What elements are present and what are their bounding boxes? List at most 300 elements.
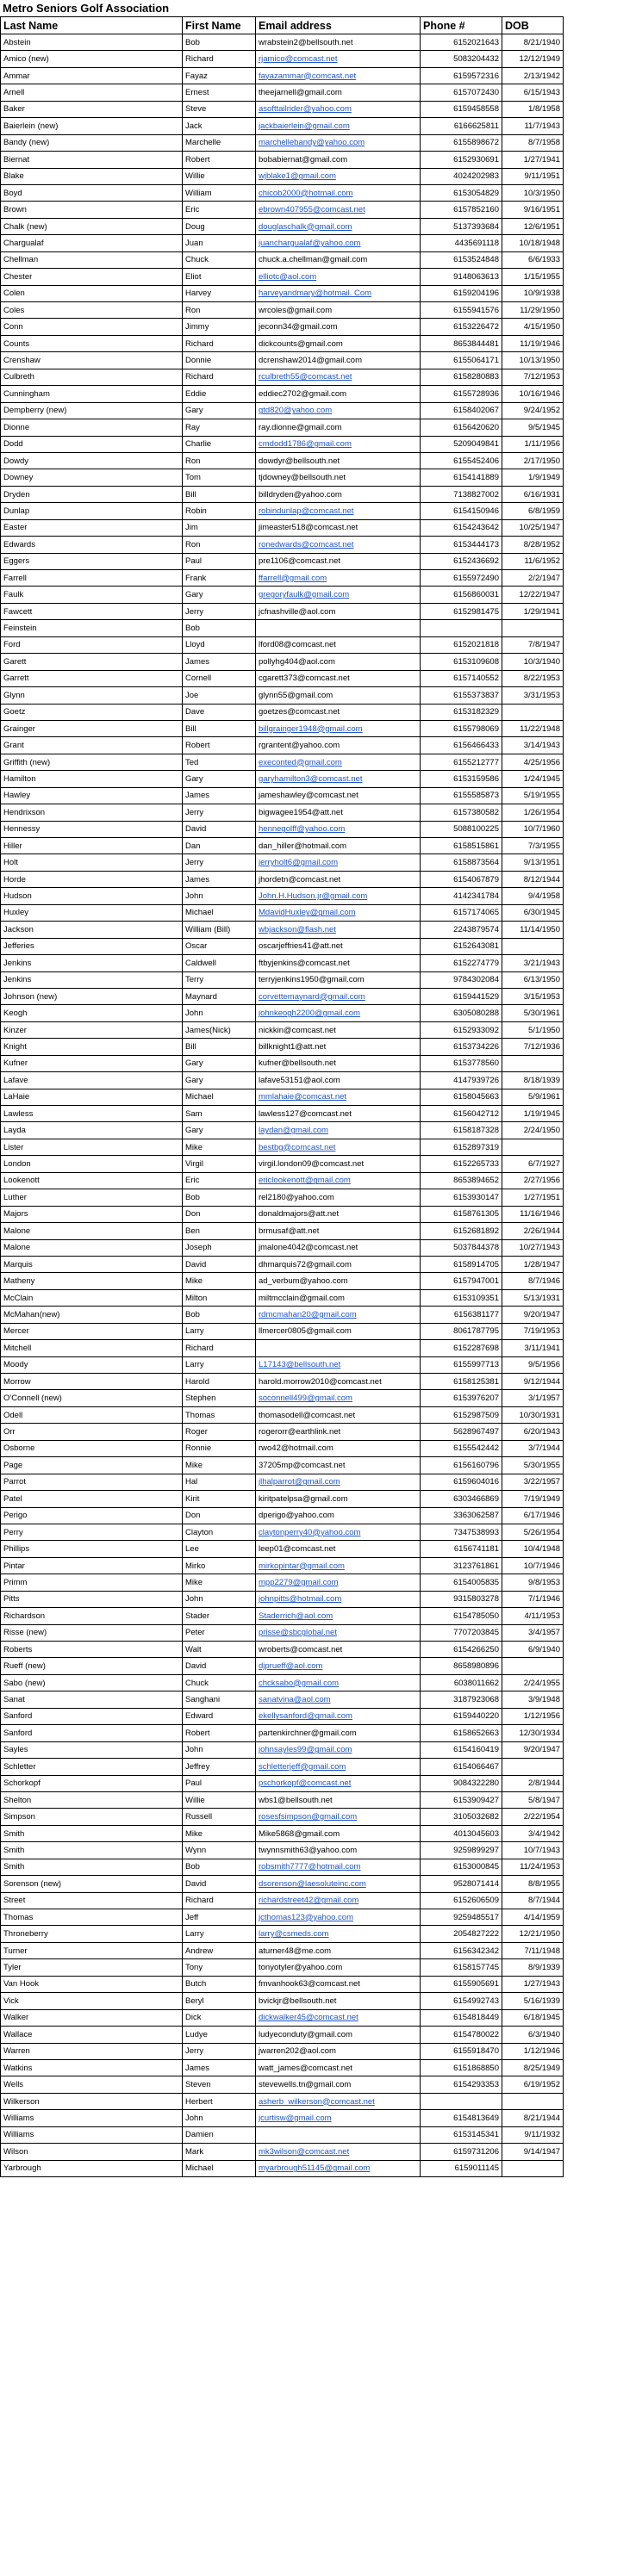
first-name-cell[interactable]: Clayton bbox=[183, 1524, 256, 1540]
first-name-cell[interactable]: Mike bbox=[183, 1825, 256, 1841]
dob-cell[interactable]: 12/30/1934 bbox=[502, 1725, 564, 1741]
dob-cell[interactable]: 1/9/1949 bbox=[502, 469, 564, 486]
dob-cell[interactable]: 1/26/1954 bbox=[502, 804, 564, 821]
email-cell[interactable]: johnsayles99@gmail.com bbox=[256, 1741, 421, 1758]
dob-cell[interactable]: 12/22/1947 bbox=[502, 587, 564, 603]
dob-cell[interactable]: 7/19/1953 bbox=[502, 1323, 564, 1339]
dob-cell[interactable]: 7/12/1936 bbox=[502, 1039, 564, 1055]
first-name-cell[interactable]: Frank bbox=[183, 570, 256, 587]
first-name-cell[interactable]: Bob bbox=[183, 620, 256, 636]
email-cell[interactable]: twynnsmith63@yahoo.com bbox=[256, 1842, 421, 1859]
first-name-cell[interactable]: Michael bbox=[183, 904, 256, 921]
dob-cell[interactable]: 2/22/1954 bbox=[502, 1809, 564, 1825]
dob-cell[interactable]: 9/4/1958 bbox=[502, 888, 564, 904]
phone-cell[interactable]: 6158280883 bbox=[421, 369, 502, 385]
email-cell[interactable] bbox=[256, 2126, 421, 2143]
last-name-cell[interactable]: Glynn bbox=[1, 687, 183, 704]
email-cell[interactable]: eddiec2702@gmail.com bbox=[256, 386, 421, 402]
phone-cell[interactable]: 6152274779 bbox=[421, 955, 502, 971]
phone-cell[interactable]: 6153159586 bbox=[421, 771, 502, 787]
email-cell[interactable]: dhmarquis72@gmail.com bbox=[256, 1256, 421, 1272]
first-name-cell[interactable]: Mark bbox=[183, 2144, 256, 2160]
first-name-cell[interactable]: Eliot bbox=[183, 269, 256, 285]
phone-cell[interactable]: 6153778560 bbox=[421, 1055, 502, 1071]
dob-cell[interactable]: 8/21/1940 bbox=[502, 34, 564, 51]
dob-cell[interactable]: 6/18/1945 bbox=[502, 2009, 564, 2026]
phone-cell[interactable]: 6159604016 bbox=[421, 1474, 502, 1490]
last-name-cell[interactable]: Jenkins bbox=[1, 955, 183, 971]
last-name-cell[interactable]: Mercer bbox=[1, 1323, 183, 1339]
email-cell[interactable]: wroberts@comcast.net bbox=[256, 1642, 421, 1658]
last-name-cell[interactable]: Dionne bbox=[1, 419, 183, 436]
dob-cell[interactable]: 11/22/1948 bbox=[502, 720, 564, 736]
first-name-cell[interactable]: Robert bbox=[183, 737, 256, 754]
last-name-cell[interactable]: Watkins bbox=[1, 2059, 183, 2076]
phone-cell[interactable]: 6038011662 bbox=[421, 1674, 502, 1691]
dob-cell[interactable]: 5/13/1931 bbox=[502, 1289, 564, 1306]
email-cell[interactable]: gtd820@yahoo.com bbox=[256, 402, 421, 419]
first-name-cell[interactable]: Robert bbox=[183, 152, 256, 168]
dob-cell[interactable]: 12/6/1951 bbox=[502, 218, 564, 234]
first-name-cell[interactable]: William bbox=[183, 184, 256, 201]
phone-cell[interactable]: 6154141889 bbox=[421, 469, 502, 486]
dob-cell[interactable]: 10/16/1946 bbox=[502, 386, 564, 402]
first-name-cell[interactable]: Russell bbox=[183, 1809, 256, 1825]
phone-cell[interactable]: 6158873564 bbox=[421, 854, 502, 871]
first-name-cell[interactable]: Marchelle bbox=[183, 134, 256, 151]
dob-cell[interactable]: 6/9/1940 bbox=[502, 1642, 564, 1658]
dob-cell[interactable]: 6/13/1950 bbox=[502, 971, 564, 988]
last-name-cell[interactable]: Malone bbox=[1, 1223, 183, 1239]
phone-cell[interactable]: 6152930691 bbox=[421, 152, 502, 168]
dob-cell[interactable]: 3/21/1943 bbox=[502, 955, 564, 971]
dob-cell[interactable]: 3/4/1957 bbox=[502, 1624, 564, 1641]
dob-cell[interactable]: 11/29/1950 bbox=[502, 302, 564, 319]
phone-cell[interactable]: 6157852160 bbox=[421, 202, 502, 218]
email-cell[interactable]: chicob2000@hotmail.com bbox=[256, 184, 421, 201]
last-name-cell[interactable]: Dryden bbox=[1, 486, 183, 502]
phone-cell[interactable]: 2054827222 bbox=[421, 1926, 502, 1942]
last-name-cell[interactable]: Counts bbox=[1, 335, 183, 351]
phone-cell[interactable]: 6152933092 bbox=[421, 1021, 502, 1038]
last-name-cell[interactable]: Goetz bbox=[1, 704, 183, 720]
last-name-cell[interactable]: Wilkerson bbox=[1, 2093, 183, 2109]
last-name-cell[interactable]: Yarbrough bbox=[1, 2160, 183, 2176]
phone-cell[interactable]: 6154266250 bbox=[421, 1642, 502, 1658]
phone-cell[interactable]: 6155898672 bbox=[421, 134, 502, 151]
first-name-cell[interactable]: Eric bbox=[183, 1172, 256, 1189]
last-name-cell[interactable]: Vick bbox=[1, 1993, 183, 2009]
dob-cell[interactable] bbox=[502, 2093, 564, 2109]
dob-cell[interactable]: 2/8/1944 bbox=[502, 1775, 564, 1791]
phone-cell[interactable] bbox=[421, 2093, 502, 2109]
first-name-cell[interactable]: Charlie bbox=[183, 436, 256, 452]
email-cell[interactable]: mmlahaie@comcast.net bbox=[256, 1089, 421, 1105]
last-name-cell[interactable]: Schorkopf bbox=[1, 1775, 183, 1791]
last-name-cell[interactable]: Lawless bbox=[1, 1106, 183, 1122]
dob-cell[interactable]: 9/5/1945 bbox=[502, 419, 564, 436]
last-name-cell[interactable]: Garett bbox=[1, 654, 183, 670]
phone-cell[interactable]: 6166625811 bbox=[421, 118, 502, 134]
first-name-cell[interactable]: Larry bbox=[183, 1356, 256, 1373]
last-name-cell[interactable]: Richardson bbox=[1, 1608, 183, 1624]
last-name-cell[interactable]: Lister bbox=[1, 1139, 183, 1155]
phone-cell[interactable]: 6158652663 bbox=[421, 1725, 502, 1741]
dob-cell[interactable]: 8/18/1939 bbox=[502, 1072, 564, 1089]
dob-cell[interactable]: 11/24/1953 bbox=[502, 1859, 564, 1875]
last-name-cell[interactable]: Downey bbox=[1, 469, 183, 486]
first-name-cell[interactable]: Milton bbox=[183, 1289, 256, 1306]
dob-cell[interactable]: 2/2/1947 bbox=[502, 570, 564, 587]
phone-cell[interactable]: 6159458558 bbox=[421, 101, 502, 117]
email-cell[interactable]: lford08@comcast.net bbox=[256, 636, 421, 653]
phone-cell[interactable]: 6156042712 bbox=[421, 1106, 502, 1122]
email-cell[interactable]: jimeaster518@comcast.net bbox=[256, 519, 421, 536]
phone-cell[interactable]: 6153145341 bbox=[421, 2126, 502, 2143]
dob-cell[interactable]: 10/27/1943 bbox=[502, 1239, 564, 1256]
last-name-cell[interactable]: Baker bbox=[1, 101, 183, 117]
email-cell[interactable]: chuck.a.chellman@gmail.com bbox=[256, 251, 421, 268]
last-name-cell[interactable]: Smith bbox=[1, 1859, 183, 1875]
phone-cell[interactable]: 4147939726 bbox=[421, 1072, 502, 1089]
last-name-cell[interactable]: Hamilton bbox=[1, 771, 183, 787]
last-name-cell[interactable]: McMahan(new) bbox=[1, 1307, 183, 1323]
email-cell[interactable]: L17143@bellsouth.net bbox=[256, 1356, 421, 1373]
dob-cell[interactable]: 10/9/1938 bbox=[502, 285, 564, 301]
phone-cell[interactable]: 9084322280 bbox=[421, 1775, 502, 1791]
phone-cell[interactable]: 6152681892 bbox=[421, 1223, 502, 1239]
first-name-cell[interactable]: Gary bbox=[183, 1072, 256, 1089]
last-name-cell[interactable]: Baierlein (new) bbox=[1, 118, 183, 134]
dob-cell[interactable]: 3/4/1942 bbox=[502, 1825, 564, 1841]
email-cell[interactable]: dsorenson@laesoluteinc.com bbox=[256, 1876, 421, 1892]
email-cell[interactable]: llmercer0805@gmail.com bbox=[256, 1323, 421, 1339]
dob-cell[interactable]: 3/7/1944 bbox=[502, 1440, 564, 1456]
phone-cell[interactable] bbox=[421, 620, 502, 636]
email-cell[interactable]: dcrenshaw2014@gmail.com bbox=[256, 352, 421, 369]
dob-cell[interactable] bbox=[502, 704, 564, 720]
email-cell[interactable]: fayazammar@comcast.net bbox=[256, 67, 421, 84]
first-name-cell[interactable]: Kirit bbox=[183, 1491, 256, 1507]
email-cell[interactable]: leep01@comcast.net bbox=[256, 1541, 421, 1557]
phone-cell[interactable]: 6152606509 bbox=[421, 1892, 502, 1909]
dob-cell[interactable]: 5/30/1961 bbox=[502, 1005, 564, 1021]
first-name-cell[interactable]: Virgil bbox=[183, 1156, 256, 1172]
dob-cell[interactable]: 5/19/1955 bbox=[502, 787, 564, 804]
dob-cell[interactable]: 7/8/1947 bbox=[502, 636, 564, 653]
last-name-cell[interactable]: Pitts bbox=[1, 1591, 183, 1607]
email-cell[interactable]: billgrainger1948@gmail.com bbox=[256, 720, 421, 736]
last-name-cell[interactable]: Edwards bbox=[1, 537, 183, 553]
email-cell[interactable]: ludyeconduty@gmail.com bbox=[256, 2027, 421, 2043]
first-name-cell[interactable]: James bbox=[183, 654, 256, 670]
phone-cell[interactable]: 5209049841 bbox=[421, 436, 502, 452]
phone-cell[interactable]: 6154813649 bbox=[421, 2110, 502, 2126]
last-name-cell[interactable]: Chester bbox=[1, 269, 183, 285]
last-name-cell[interactable]: Smith bbox=[1, 1825, 183, 1841]
last-name-cell[interactable]: Hawley bbox=[1, 787, 183, 804]
phone-cell[interactable]: 6153226472 bbox=[421, 319, 502, 335]
phone-cell[interactable]: 6156860031 bbox=[421, 587, 502, 603]
dob-cell[interactable]: 10/4/1948 bbox=[502, 1541, 564, 1557]
phone-cell[interactable]: 6157140552 bbox=[421, 670, 502, 686]
dob-cell[interactable]: 8/9/1939 bbox=[502, 1959, 564, 1976]
dob-cell[interactable]: 6/30/1945 bbox=[502, 904, 564, 921]
first-name-cell[interactable]: James bbox=[183, 871, 256, 887]
first-name-cell[interactable]: Don bbox=[183, 1507, 256, 1524]
email-cell[interactable]: wbs1@bellsouth.net bbox=[256, 1791, 421, 1808]
dob-cell[interactable]: 10/13/1950 bbox=[502, 352, 564, 369]
email-cell[interactable]: prisse@sbcglobal.net bbox=[256, 1624, 421, 1641]
first-name-cell[interactable]: David bbox=[183, 1876, 256, 1892]
phone-cell[interactable]: 6155542442 bbox=[421, 1440, 502, 1456]
dob-cell[interactable]: 11/14/1950 bbox=[502, 922, 564, 938]
last-name-cell[interactable]: O'Connell (new) bbox=[1, 1390, 183, 1406]
last-name-cell[interactable]: Hiller bbox=[1, 838, 183, 854]
phone-cell[interactable]: 6158761305 bbox=[421, 1206, 502, 1222]
phone-cell[interactable]: 5137393684 bbox=[421, 218, 502, 234]
first-name-cell[interactable]: Mike bbox=[183, 1139, 256, 1155]
first-name-cell[interactable]: Dick bbox=[183, 2009, 256, 2026]
phone-cell[interactable]: 6155212777 bbox=[421, 754, 502, 770]
dob-cell[interactable]: 8/25/1949 bbox=[502, 2059, 564, 2076]
first-name-cell[interactable]: Peter bbox=[183, 1624, 256, 1641]
first-name-cell[interactable]: William (Bill) bbox=[183, 922, 256, 938]
phone-cell[interactable]: 5088100225 bbox=[421, 821, 502, 837]
last-name-cell[interactable]: Chargualaf bbox=[1, 235, 183, 251]
last-name-cell[interactable]: Sayles bbox=[1, 1741, 183, 1758]
phone-cell[interactable]: 6158402067 bbox=[421, 402, 502, 419]
first-name-cell[interactable]: Ronnie bbox=[183, 1440, 256, 1456]
phone-cell[interactable]: 3187923068 bbox=[421, 1691, 502, 1708]
last-name-cell[interactable]: Rueff (new) bbox=[1, 1658, 183, 1674]
first-name-cell[interactable]: Tony bbox=[183, 1959, 256, 1976]
first-name-cell[interactable]: Bill bbox=[183, 1039, 256, 1055]
dob-cell[interactable]: 10/3/1950 bbox=[502, 184, 564, 201]
dob-cell[interactable]: 8/7/1958 bbox=[502, 134, 564, 151]
dob-cell[interactable]: 9/8/1953 bbox=[502, 1574, 564, 1591]
first-name-cell[interactable]: Ben bbox=[183, 1223, 256, 1239]
first-name-cell[interactable]: Willie bbox=[183, 1791, 256, 1808]
last-name-cell[interactable]: Hudson bbox=[1, 888, 183, 904]
email-cell[interactable]: dowdyr@bellsouth.net bbox=[256, 452, 421, 469]
first-name-cell[interactable]: Chuck bbox=[183, 1674, 256, 1691]
dob-cell[interactable]: 9/20/1947 bbox=[502, 1741, 564, 1758]
email-cell[interactable]: gregoryfaulk@gmail.com bbox=[256, 587, 421, 603]
phone-cell[interactable]: 6152897319 bbox=[421, 1139, 502, 1155]
phone-cell[interactable]: 4435691118 bbox=[421, 235, 502, 251]
last-name-cell[interactable]: Hendrixson bbox=[1, 804, 183, 821]
last-name-cell[interactable]: Jenkins bbox=[1, 971, 183, 988]
email-cell[interactable]: MdavidHuxley@gmail.com bbox=[256, 904, 421, 921]
phone-cell[interactable]: 9259899297 bbox=[421, 1842, 502, 1859]
dob-cell[interactable]: 3/11/1941 bbox=[502, 1340, 564, 1356]
first-name-cell[interactable]: Mike bbox=[183, 1273, 256, 1289]
first-name-cell[interactable]: Cornell bbox=[183, 670, 256, 686]
email-cell[interactable]: jameshawley@comcast.net bbox=[256, 787, 421, 804]
last-name-cell[interactable]: Walker bbox=[1, 2009, 183, 2026]
phone-cell[interactable]: 4013045603 bbox=[421, 1825, 502, 1841]
column-header-dob[interactable]: DOB bbox=[502, 17, 564, 34]
last-name-cell[interactable]: Malone bbox=[1, 1239, 183, 1256]
last-name-cell[interactable]: Easter bbox=[1, 519, 183, 536]
phone-cell[interactable]: 7138827002 bbox=[421, 486, 502, 502]
first-name-cell[interactable]: Joseph bbox=[183, 1239, 256, 1256]
dob-cell[interactable] bbox=[502, 2160, 564, 2176]
email-cell[interactable]: billknight1@att.net bbox=[256, 1039, 421, 1055]
phone-cell[interactable]: 6157947001 bbox=[421, 1273, 502, 1289]
dob-cell[interactable]: 10/30/1931 bbox=[502, 1406, 564, 1423]
phone-cell[interactable]: 6152287698 bbox=[421, 1340, 502, 1356]
email-cell[interactable]: kiritpatelpsa@gmail.com bbox=[256, 1491, 421, 1507]
phone-cell[interactable]: 6154785050 bbox=[421, 1608, 502, 1624]
last-name-cell[interactable]: Garrett bbox=[1, 670, 183, 686]
dob-cell[interactable]: 6/7/1927 bbox=[502, 1156, 564, 1172]
phone-cell[interactable]: 8653844481 bbox=[421, 335, 502, 351]
first-name-cell[interactable]: John bbox=[183, 1591, 256, 1607]
phone-cell[interactable]: 6154150946 bbox=[421, 503, 502, 519]
first-name-cell[interactable]: Joe bbox=[183, 687, 256, 704]
first-name-cell[interactable]: Butch bbox=[183, 1976, 256, 1992]
email-cell[interactable]: jlhalparrot@gmail.com bbox=[256, 1474, 421, 1490]
dob-cell[interactable]: 9/12/1944 bbox=[502, 1374, 564, 1390]
email-cell[interactable]: harveyandmary@hotmail. Com bbox=[256, 285, 421, 301]
email-cell[interactable]: stevewells.tn@gmail.com bbox=[256, 2076, 421, 2093]
dob-cell[interactable]: 8/7/1946 bbox=[502, 1273, 564, 1289]
phone-cell[interactable]: 6155064171 bbox=[421, 352, 502, 369]
last-name-cell[interactable]: Cunningham bbox=[1, 386, 183, 402]
email-cell[interactable]: kufner@bellsouth.net bbox=[256, 1055, 421, 1071]
email-cell[interactable]: jcurtisw@gmail.com bbox=[256, 2110, 421, 2126]
dob-cell[interactable]: 1/11/1956 bbox=[502, 436, 564, 452]
dob-cell[interactable]: 10/18/1948 bbox=[502, 235, 564, 251]
first-name-cell[interactable]: Ludye bbox=[183, 2027, 256, 2043]
phone-cell[interactable]: 6155972490 bbox=[421, 570, 502, 587]
email-cell[interactable]: rosesfsimpson@gmail.com bbox=[256, 1809, 421, 1825]
last-name-cell[interactable]: Biernat bbox=[1, 152, 183, 168]
email-cell[interactable]: fmvanhook63@comcast.net bbox=[256, 1976, 421, 1992]
last-name-cell[interactable]: Odell bbox=[1, 1406, 183, 1423]
phone-cell[interactable]: 6159440220 bbox=[421, 1708, 502, 1724]
phone-cell[interactable]: 6157380582 bbox=[421, 804, 502, 821]
phone-cell[interactable]: 6154243642 bbox=[421, 519, 502, 536]
last-name-cell[interactable]: Thomas bbox=[1, 1909, 183, 1926]
last-name-cell[interactable]: Feinstein bbox=[1, 620, 183, 636]
first-name-cell[interactable]: Eric bbox=[183, 202, 256, 218]
dob-cell[interactable]: 6/8/1959 bbox=[502, 503, 564, 519]
dob-cell[interactable]: 1/28/1947 bbox=[502, 1256, 564, 1272]
first-name-cell[interactable]: Stephen bbox=[183, 1390, 256, 1406]
email-cell[interactable]: johnpitts@hotmail.com bbox=[256, 1591, 421, 1607]
dob-cell[interactable]: 1/8/1958 bbox=[502, 101, 564, 117]
dob-cell[interactable]: 10/3/1940 bbox=[502, 654, 564, 670]
last-name-cell[interactable]: Roberts bbox=[1, 1642, 183, 1658]
email-cell[interactable]: rel2180@yahoo.com bbox=[256, 1189, 421, 1206]
first-name-cell[interactable]: Beryl bbox=[183, 1993, 256, 2009]
last-name-cell[interactable]: Shelton bbox=[1, 1791, 183, 1808]
first-name-cell[interactable]: Caldwell bbox=[183, 955, 256, 971]
phone-cell[interactable]: 6159441529 bbox=[421, 988, 502, 1004]
first-name-cell[interactable]: Roger bbox=[183, 1424, 256, 1440]
phone-cell[interactable]: 6153909427 bbox=[421, 1791, 502, 1808]
email-cell[interactable]: dickcounts@gmail.com bbox=[256, 335, 421, 351]
dob-cell[interactable]: 8/21/1944 bbox=[502, 2110, 564, 2126]
first-name-cell[interactable]: Dave bbox=[183, 704, 256, 720]
last-name-cell[interactable]: Kinzer bbox=[1, 1021, 183, 1038]
dob-cell[interactable]: 1/19/1945 bbox=[502, 1106, 564, 1122]
email-cell[interactable]: 37205mp@comcast.net bbox=[256, 1457, 421, 1474]
first-name-cell[interactable]: Doug bbox=[183, 218, 256, 234]
last-name-cell[interactable]: Lookenott bbox=[1, 1172, 183, 1189]
last-name-cell[interactable]: Bandy (new) bbox=[1, 134, 183, 151]
email-cell[interactable]: tjdowney@bellsouth.net bbox=[256, 469, 421, 486]
phone-cell[interactable]: 6153000845 bbox=[421, 1859, 502, 1875]
dob-cell[interactable]: 1/27/1941 bbox=[502, 152, 564, 168]
first-name-cell[interactable]: Gary bbox=[183, 1055, 256, 1071]
last-name-cell[interactable]: McClain bbox=[1, 1289, 183, 1306]
dob-cell[interactable]: 3/9/1948 bbox=[502, 1691, 564, 1708]
email-cell[interactable]: claytonperry40@yahoo.com bbox=[256, 1524, 421, 1540]
first-name-cell[interactable]: Eddie bbox=[183, 386, 256, 402]
last-name-cell[interactable]: Sanford bbox=[1, 1708, 183, 1724]
email-cell[interactable]: elliotc@aol.com bbox=[256, 269, 421, 285]
email-cell[interactable]: tonyotyler@yahoo.com bbox=[256, 1959, 421, 1976]
last-name-cell[interactable]: Morrow bbox=[1, 1374, 183, 1390]
dob-cell[interactable]: 1/15/1955 bbox=[502, 269, 564, 285]
phone-cell[interactable]: 6156741181 bbox=[421, 1541, 502, 1557]
last-name-cell[interactable]: Sabo (new) bbox=[1, 1674, 183, 1691]
dob-cell[interactable]: 1/24/1945 bbox=[502, 771, 564, 787]
dob-cell[interactable]: 4/11/1953 bbox=[502, 1608, 564, 1624]
last-name-cell[interactable]: Sorenson (new) bbox=[1, 1876, 183, 1892]
first-name-cell[interactable]: Tom bbox=[183, 469, 256, 486]
first-name-cell[interactable]: John bbox=[183, 888, 256, 904]
phone-cell[interactable]: 6152436692 bbox=[421, 553, 502, 569]
last-name-cell[interactable]: Ammar bbox=[1, 67, 183, 84]
phone-cell[interactable]: 6155941576 bbox=[421, 302, 502, 319]
first-name-cell[interactable]: Ray bbox=[183, 419, 256, 436]
first-name-cell[interactable]: Juan bbox=[183, 235, 256, 251]
phone-cell[interactable]: 6153734226 bbox=[421, 1039, 502, 1055]
last-name-cell[interactable]: Orr bbox=[1, 1424, 183, 1440]
first-name-cell[interactable]: Mike bbox=[183, 1574, 256, 1591]
last-name-cell[interactable]: Faulk bbox=[1, 587, 183, 603]
dob-cell[interactable]: 12/12/1949 bbox=[502, 51, 564, 67]
dob-cell[interactable]: 4/25/1956 bbox=[502, 754, 564, 770]
first-name-cell[interactable]: Bill bbox=[183, 720, 256, 736]
last-name-cell[interactable]: Phillips bbox=[1, 1541, 183, 1557]
first-name-cell[interactable]: Fayaz bbox=[183, 67, 256, 84]
email-cell[interactable]: partenkirchner@gmail.com bbox=[256, 1725, 421, 1741]
email-cell[interactable]: donaldmajors@att.net bbox=[256, 1206, 421, 1222]
column-header-first-name[interactable]: First Name bbox=[183, 17, 256, 34]
last-name-cell[interactable]: Crenshaw bbox=[1, 352, 183, 369]
email-cell[interactable]: pre1106@comcast.net bbox=[256, 553, 421, 569]
dob-cell[interactable]: 1/27/1951 bbox=[502, 1189, 564, 1206]
email-cell[interactable]: rdmcmahan20@gmail.com bbox=[256, 1307, 421, 1323]
phone-cell[interactable]: 6154005835 bbox=[421, 1574, 502, 1591]
phone-cell[interactable]: 4142341784 bbox=[421, 888, 502, 904]
phone-cell[interactable]: 5083204432 bbox=[421, 51, 502, 67]
email-cell[interactable]: asherb_wilkerson@comcast.net bbox=[256, 2093, 421, 2109]
email-cell[interactable]: jackbaierlein@gmail.com bbox=[256, 118, 421, 134]
email-cell[interactable]: virgil.london09@comcast.net bbox=[256, 1156, 421, 1172]
phone-cell[interactable]: 6159572316 bbox=[421, 67, 502, 84]
phone-cell[interactable]: 9259485517 bbox=[421, 1909, 502, 1926]
dob-cell[interactable]: 7/12/1953 bbox=[502, 369, 564, 385]
dob-cell[interactable]: 3/14/1943 bbox=[502, 737, 564, 754]
email-cell[interactable]: ebrown407955@comcast.net bbox=[256, 202, 421, 218]
